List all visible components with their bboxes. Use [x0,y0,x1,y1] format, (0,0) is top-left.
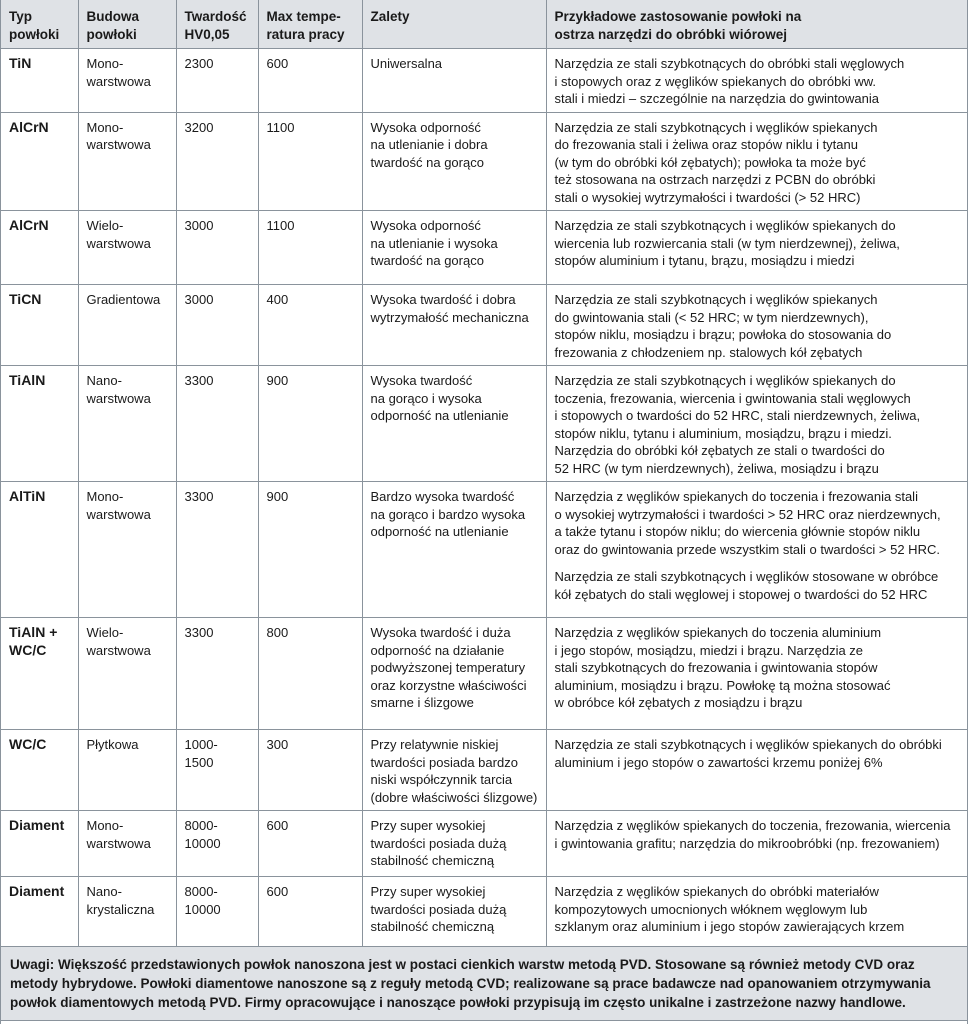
table-body [1,49,967,947]
table-row [1,49,967,113]
application-paragraph: Narzędzia ze stali szybkotnących i węglików spiekanych do toczenia, frezowania, wiercenia i gwintowania stali węglowych i stopowych o twardości do 52 HRC, stali nierdzewnych, żeliwa, stopów niklu, tytanu i aluminium, mosiądzu, brązu i miedzi. Narzędzia do obróbki kół zębatych ze stali o twardości do 52 HRC (w tym nierdzewnych), żeliwa, mosiądzu i brązu [554,373,921,476]
advantages-cell: Bardzo wysoka twardość na gorąco i bardzo wysoka odporność na utlenianie [362,482,546,618]
table-row [1,618,967,730]
application-cell [546,877,967,947]
structure-cell: Mono- warstwowa [78,49,176,113]
structure-cell: Nano- warstwowa [78,366,176,482]
advantages-cell: Wysoka twardość na gorąco i wysoka odporność na utlenianie [362,366,546,482]
header-max-temp: Max tempe- ratura pracy [258,0,362,49]
max-temp-cell: 300 [258,730,362,811]
table-row [1,730,967,811]
max-temp-cell: 900 [258,366,362,482]
application-paragraph: Narzędzia ze stali szybkotnących i węglików stosowane w obróbce kół zębatych do stali węglowej i stopowej o twardości do 52 HRC [554,569,939,602]
coating-type-cell: AlCrN [1,112,78,211]
application-cell [546,482,967,618]
header-structure: Budowa powłoki [78,0,176,49]
coating-type-cell: TiN [1,49,78,113]
coating-type-cell: TiAlN [1,366,78,482]
advantages-cell: Wysoka twardość i duża odporność na działanie podwyższonej temperatury oraz korzystne właściwości smarne i ślizgowe [362,618,546,730]
structure-cell: Wielo- warstwowa [78,618,176,730]
hardness-cell: 3000 [176,211,258,285]
application-cell [546,112,967,211]
hardness-cell: 8000- 10000 [176,877,258,947]
structure-cell: Płytkowa [78,730,176,811]
table-row [1,211,967,285]
table-row [1,877,967,947]
advantages-cell: Uniwersalna [362,49,546,113]
table-row [1,285,967,366]
application-cell [546,285,967,366]
advantages-cell: Przy relatywnie niskiej twardości posiada bardzo niski współczynnik tarcia (dobre właściwości ślizgowe) [362,730,546,811]
structure-cell: Mono- warstwowa [78,112,176,211]
application-paragraph: Narzędzia ze stali szybkotnących i węglików spiekanych do wiercenia lub rozwiercania stali (w tym nierdzewnej), żeliwa, stopów aluminium i tytanu, brązu, mosiądzu i miedzi [554,218,900,268]
coating-type-cell: AlCrN [1,211,78,285]
table-row [1,811,967,877]
coating-type-cell: AlTiN [1,482,78,618]
header-hardness: Twardość HV0,05 [176,0,258,49]
application-paragraph: Narzędzia ze stali szybkotnących i węglików spiekanych do obróbki aluminium i jego stopów o zawartości krzemu poniżej 6% [554,737,942,770]
hardness-cell: 2300 [176,49,258,113]
max-temp-cell: 900 [258,482,362,618]
max-temp-cell: 400 [258,285,362,366]
advantages-cell: Wysoka odporność na utlenianie i dobra twardość na gorąco [362,112,546,211]
hardness-cell: 8000- 10000 [176,811,258,877]
application-cell [546,811,967,877]
table-header [1,0,967,49]
application-cell [546,730,967,811]
header-advantages: Zalety [362,0,546,49]
notes-footer: Uwagi: Większość przedstawionych powłok nanoszona jest w postaci cienkich warstw metodą PVD. Stosowane są również metody CVD oraz metody hybrydowe. Powłoki diamentowe nanoszone są z reguły metodą CVD; realizowane są prace badawcze nad opanowaniem otrzymywania powłok diamentowych metodą PVD. Firmy opracowujące i nanoszące powłoki przypisują im często unikalne i zastrzeżone nazwy handlowe. [1,947,967,1021]
hardness-cell: 3300 [176,366,258,482]
coating-type-cell: TiAlN + WC/C [1,618,78,730]
application-cell [546,211,967,285]
application-paragraph: Narzędzia ze stali szybkotnących do obróbki stali węglowych i stopowych oraz z węglików spiekanych do obróbki ww. stali i miedzi – szczególnie na narzędzia do gwintowania [554,56,905,106]
hardness-cell: 3300 [176,482,258,618]
hardness-cell: 3200 [176,112,258,211]
coatings-table [1,0,967,947]
advantages-cell: Wysoka twardość i dobra wytrzymałość mechaniczna [362,285,546,366]
hardness-cell: 3300 [176,618,258,730]
advantages-cell: Przy super wysokiej twardości posiada dużą stabilność chemiczną [362,877,546,947]
application-paragraph: Narzędzia ze stali szybkotnących i węglików spiekanych do frezowania stali i żeliwa oraz stopów niklu i tytanu (w tym do obróbki kół zębatych); powłoka ta może być też stosowana na ostrzach narzędzi z PCBN do obróbki stali o wysokiej wytrzymałości i twardości (> 52 HRC) [554,119,878,205]
advantages-cell: Wysoka odporność na utlenianie i wysoka twardość na gorąco [362,211,546,285]
max-temp-cell: 600 [258,877,362,947]
application-paragraph: Narzędzia z węglików spiekanych do toczenia aluminium i jego stopów, mosiądzu, miedzi i brązu. Narzędzia ze stali szybkotnących do frezowania i gwintowania stopów aluminium, mosiądzu i brązu. Powłokę tą można stosować w obróbce kół zębatych z mosiądzu i brązu [554,625,891,710]
coating-type-cell: WC/C [1,730,78,811]
application-paragraph: Narzędzia z węglików spiekanych do toczenia i frezowania stali o wysokiej wytrzymałości i twardości > 52 HRC oraz nierdzewnych, a także tytanu i stopów niklu; do wiercenia głównie stopów niklu oraz do gwintowania przede wszystkim stali o twardości > 52 HRC. [554,489,941,557]
application-paragraph: Narzędzia z węglików spiekanych do toczenia, frezowania, wiercenia i gwintowania grafitu; narzędzia do mikroobróbki (np. frezowaniem) [554,818,951,851]
application-cell [546,618,967,730]
application-cell [546,49,967,113]
header-application: Przykładowe zastosowanie powłoki na ostrza narzędzi do obróbki wiórowej [546,0,967,49]
structure-cell: Gradientowa [78,285,176,366]
coating-type-cell: TiCN [1,285,78,366]
header-type: Typ powłoki [1,0,78,49]
application-paragraph: Narzędzia z węglików spiekanych do obróbki materiałów kompozytowych umocnionych włóknem węglowym lub szklanym oraz aluminium i jego stopów zawierających krzem [554,884,905,934]
coating-type-cell: Diament [1,811,78,877]
advantages-cell: Przy super wysokiej twardości posiada dużą stabilność chemiczną [362,811,546,877]
structure-cell: Mono- warstwowa [78,482,176,618]
header-row [1,0,967,49]
application-cell [546,366,967,482]
structure-cell: Nano- krystaliczna [78,877,176,947]
application-paragraph: Narzędzia ze stali szybkotnących i węglików spiekanych do gwintowania stali (< 52 HRC; w tym nierdzewnych), stopów niklu, mosiądzu i brązu; powłoka do stosowania do frezowania z chłodzeniem np. stalowych kół zębatych [554,292,892,360]
max-temp-cell: 600 [258,49,362,113]
table-row [1,112,967,211]
hardness-cell: 3000 [176,285,258,366]
max-temp-cell: 600 [258,811,362,877]
structure-cell: Wielo- warstwowa [78,211,176,285]
coating-type-cell: Diament [1,877,78,947]
structure-cell: Mono- warstwowa [78,811,176,877]
max-temp-cell: 1100 [258,112,362,211]
table-row [1,482,967,618]
hardness-cell: 1000- 1500 [176,730,258,811]
max-temp-cell: 800 [258,618,362,730]
max-temp-cell: 1100 [258,211,362,285]
table-row [1,366,967,482]
